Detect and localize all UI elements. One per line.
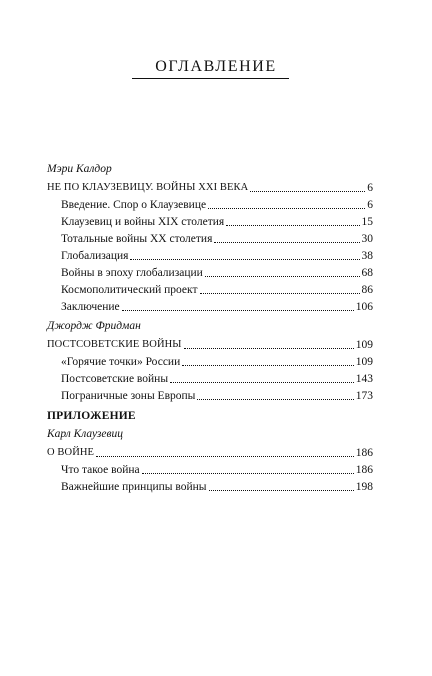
toc-entry[interactable] — [61, 387, 373, 403]
toc-entry-page: 173 — [355, 390, 373, 402]
toc-entry-title: Космополитический проект — [61, 284, 198, 296]
toc-entry-page: 30 — [361, 233, 373, 245]
toc-entry[interactable] — [61, 370, 373, 386]
dot-leader — [197, 399, 353, 400]
toc-entry-page: 86 — [361, 284, 373, 296]
dot-leader — [250, 191, 365, 192]
appendix-heading: ПРИЛОЖЕНИЕ — [47, 410, 136, 422]
toc-entry-title: Войны в эпоху глобализации — [61, 267, 203, 279]
section-author: Карл Клаузевиц — [47, 428, 124, 440]
toc-entry[interactable] — [61, 353, 373, 369]
toc-entry[interactable] — [61, 461, 373, 477]
toc-entry-page: 109 — [355, 339, 373, 351]
toc-entry-title: Введение. Спор о Клаузевице — [61, 199, 207, 211]
dot-leader — [122, 310, 354, 311]
toc-entry-page: 15 — [361, 216, 373, 228]
toc-entry-title: «Горячие точки» России — [61, 356, 181, 368]
toc-entry[interactable] — [47, 444, 373, 460]
toc-entry-title: Клаузевиц и войны XIX столетия — [61, 216, 225, 228]
dot-leader — [200, 293, 360, 294]
toc-entry-page: 6 — [367, 182, 373, 194]
dot-leader — [96, 456, 354, 457]
toc-entry[interactable] — [61, 230, 373, 246]
toc-entry[interactable] — [61, 196, 373, 212]
dot-leader — [214, 242, 359, 243]
toc-entry[interactable] — [47, 179, 373, 195]
toc-entry[interactable] — [61, 478, 373, 494]
dot-leader — [184, 348, 354, 349]
toc-entry-title: Что такое война — [61, 464, 140, 476]
toc-entry-page: 106 — [355, 301, 373, 313]
dot-leader — [142, 473, 354, 474]
dot-leader — [182, 365, 354, 366]
dot-leader — [205, 276, 360, 277]
toc-entry[interactable] — [61, 247, 373, 263]
toc-entry-page: 38 — [361, 250, 373, 262]
toc-entry[interactable] — [61, 298, 373, 314]
toc-entry-page: 143 — [355, 373, 373, 385]
toc-entry-title: О ВОЙНЕ — [47, 447, 95, 458]
toc-entry-page: 186 — [355, 464, 373, 476]
toc-entry[interactable] — [61, 264, 373, 280]
toc-entry-title: Глобализация — [61, 250, 129, 262]
section-author: Мэри Калдор — [47, 163, 112, 175]
dot-leader — [226, 225, 359, 226]
dot-leader — [209, 490, 354, 491]
toc-entry[interactable] — [61, 281, 373, 297]
toc-entry-title: Постсоветские войны — [61, 373, 169, 385]
section-author: Джордж Фридман — [47, 320, 141, 332]
page-title: ОГЛАВЛЕНИЕ — [155, 58, 277, 75]
toc-entry-page: 6 — [367, 199, 373, 211]
toc-entry-title: НЕ ПО КЛАУЗЕВИЦУ. ВОЙНЫ XXI ВЕКА — [47, 182, 249, 193]
dot-leader — [130, 259, 359, 260]
toc-entry-page: 68 — [361, 267, 373, 279]
toc-entry-title: Заключение — [61, 301, 120, 313]
toc-entry-page: 109 — [355, 356, 373, 368]
toc-entry[interactable] — [47, 336, 373, 352]
toc-entry-title: Пограничные зоны Европы — [61, 390, 196, 402]
toc-entry-page: 198 — [355, 481, 373, 493]
toc-entry[interactable] — [61, 213, 373, 229]
dot-leader — [170, 382, 354, 383]
toc-entry-page: 186 — [355, 447, 373, 459]
toc-entry-title: Тотальные войны XX столетия — [61, 233, 213, 245]
title-underline — [132, 78, 289, 79]
dot-leader — [208, 208, 365, 209]
toc-entry-title: ПОСТСОВЕТСКИЕ ВОЙНЫ — [47, 339, 182, 350]
toc-entry-title: Важнейшие принципы войны — [61, 481, 207, 493]
